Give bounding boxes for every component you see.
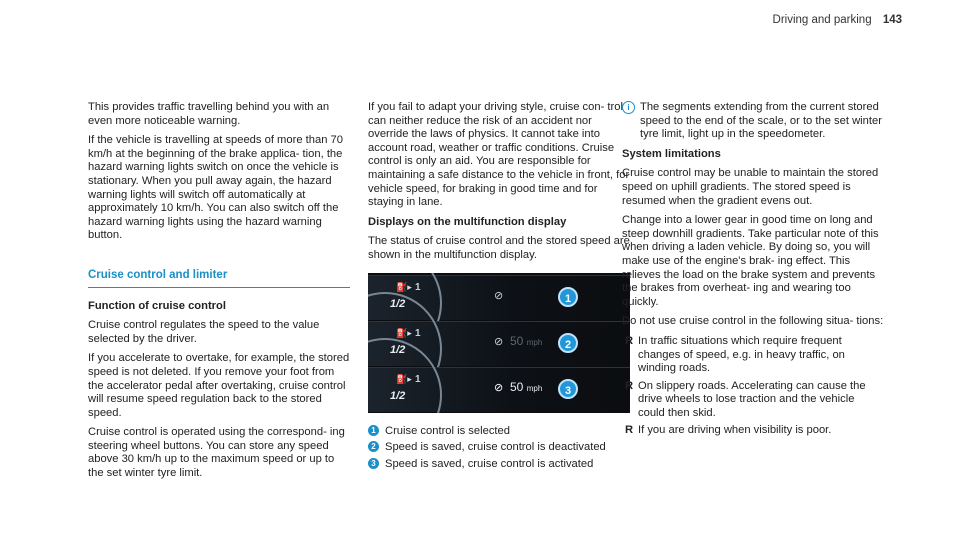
paragraph: If you fail to adapt your driving style, cruise con- trol can neither reduce the risk of an accident nor override the laws of physics. It cannot take into account road, weather or traffic conditions. Cruise control is only an aid. You are responsible for maintaining a safe distance to the vehicle in front, for vehicle speed, for braking in good time and for staying in lane.: [368, 101, 630, 209]
column-2: [368, 101, 630, 474]
legend-text: Speed is saved, cruise control is activated: [385, 457, 594, 470]
fuel-level: 1/2: [390, 343, 406, 356]
dial-mark: 1: [415, 327, 421, 339]
paragraph: If you accelerate to overtake, for example, the stored speed is not deleted. If you remove your foot from the accelerator pedal after overtaking, cruise control will resume speed regulation back to the stored speed.: [88, 352, 350, 419]
info-note: [622, 101, 884, 142]
dial-mark: 1: [415, 281, 421, 293]
list-item-text: In traffic situations which require frequent changes of speed, e.g. in heavy traffic, on winding roads.: [638, 334, 845, 375]
column-1: [88, 101, 350, 487]
fuel-icon: ⛽▸: [396, 281, 412, 292]
paragraph: Cruise control regulates the speed to the value selected by the driver.: [88, 319, 320, 345]
display-panel-3: [368, 367, 630, 412]
column-3: [622, 101, 884, 442]
list-item: [622, 424, 884, 438]
bullet-list: [622, 335, 884, 438]
paragraph: Change into a lower gear in good time on long and steep downhill gradients. Take particular note of this when driving a laden vehicle. By doing so, you will make use of the engine's brak- ing effect. This relieves the load on the brake system and prevents the brakes from overheat- ing and wearing too quickly.: [622, 214, 879, 308]
stored-speed: [510, 335, 542, 350]
section-heading: Cruise control and limiter: [88, 269, 350, 288]
legend-item: [368, 425, 630, 439]
speed-unit: mph: [526, 383, 543, 393]
paragraph: Cruise control may be unable to maintain the stored speed on uphill gradients. The stored speed is resumed when the gradient evens out.: [622, 167, 879, 207]
list-item: [622, 335, 884, 376]
dial-mark: 1: [415, 373, 421, 385]
cruise-control-icon: ⊘: [494, 335, 504, 348]
stored-speed: [510, 381, 542, 396]
fuel-icon: ⛽▸: [396, 327, 412, 338]
legend-number: 3: [368, 458, 379, 469]
speed-unit: mph: [526, 337, 543, 347]
legend-number: 2: [368, 441, 379, 452]
section-title: Driving and parking: [772, 14, 872, 26]
multifunction-display-figure: [368, 273, 630, 413]
speed-value: 50: [510, 333, 524, 348]
info-icon: i: [622, 101, 635, 114]
fuel-icon: ⛽▸: [396, 373, 412, 384]
subheading: Displays on the multifunction display: [368, 215, 567, 228]
legend-number: 1: [368, 425, 379, 436]
callout-badge: 3: [558, 379, 578, 399]
page-number: 143: [882, 14, 902, 26]
subheading: System limitations: [622, 147, 721, 160]
paragraph: Do not use cruise control in the following situa- tions:: [622, 315, 884, 328]
bullet-icon: R: [625, 379, 634, 392]
list-item: [622, 380, 884, 421]
fuel-level: 1/2: [390, 297, 406, 310]
bullet-icon: R: [625, 424, 634, 437]
paragraph: Cruise control is operated using the correspond- ing steering wheel buttons. You can store any speed above 30 km/h up to the maximum speed or up to the set winter tyre limit.: [88, 426, 345, 480]
speed-value: 50: [510, 379, 524, 394]
legend-text: Speed is saved, cruise control is deactivated: [385, 441, 606, 454]
cruise-control-icon: ⊘: [494, 381, 504, 394]
callout-badge: 1: [558, 287, 578, 307]
paragraph: If the vehicle is travelling at speeds of more than 70 km/h at the beginning of the brake applica- tion, the hazard warning lights switch on once the vehicle is stationary. When you pull away again, the hazard warning lights will switch off automatically at approximately 10 km/h. You can also switch off the hazard warning lights using the hazard warning button.: [88, 134, 343, 242]
cruise-control-icon: ⊘: [494, 289, 504, 302]
page-header: [773, 14, 902, 26]
subheading: Function of cruise control: [88, 299, 226, 312]
callout-badge: 2: [558, 333, 578, 353]
fuel-level: 1/2: [390, 389, 406, 402]
paragraph: The status of cruise control and the stored speed are shown in the multifunction display.: [368, 235, 630, 261]
legend-text: Cruise control is selected: [385, 424, 510, 437]
list-item-text: On slippery roads. Accelerating can cause the drive wheels to lose traction and the vehicle could then skid.: [638, 379, 866, 419]
legend-item: [368, 441, 630, 455]
paragraph: This provides traffic travelling behind you with an even more noticeable warning.: [88, 101, 330, 127]
note-text: The segments extending from the current stored speed to the end of the scale, or to the set winter tyre limit, light up in the speedometer.: [640, 101, 882, 141]
legend-item: [368, 458, 630, 472]
bullet-icon: R: [625, 334, 634, 347]
list-item-text: If you are driving when visibility is poor.: [638, 424, 832, 437]
